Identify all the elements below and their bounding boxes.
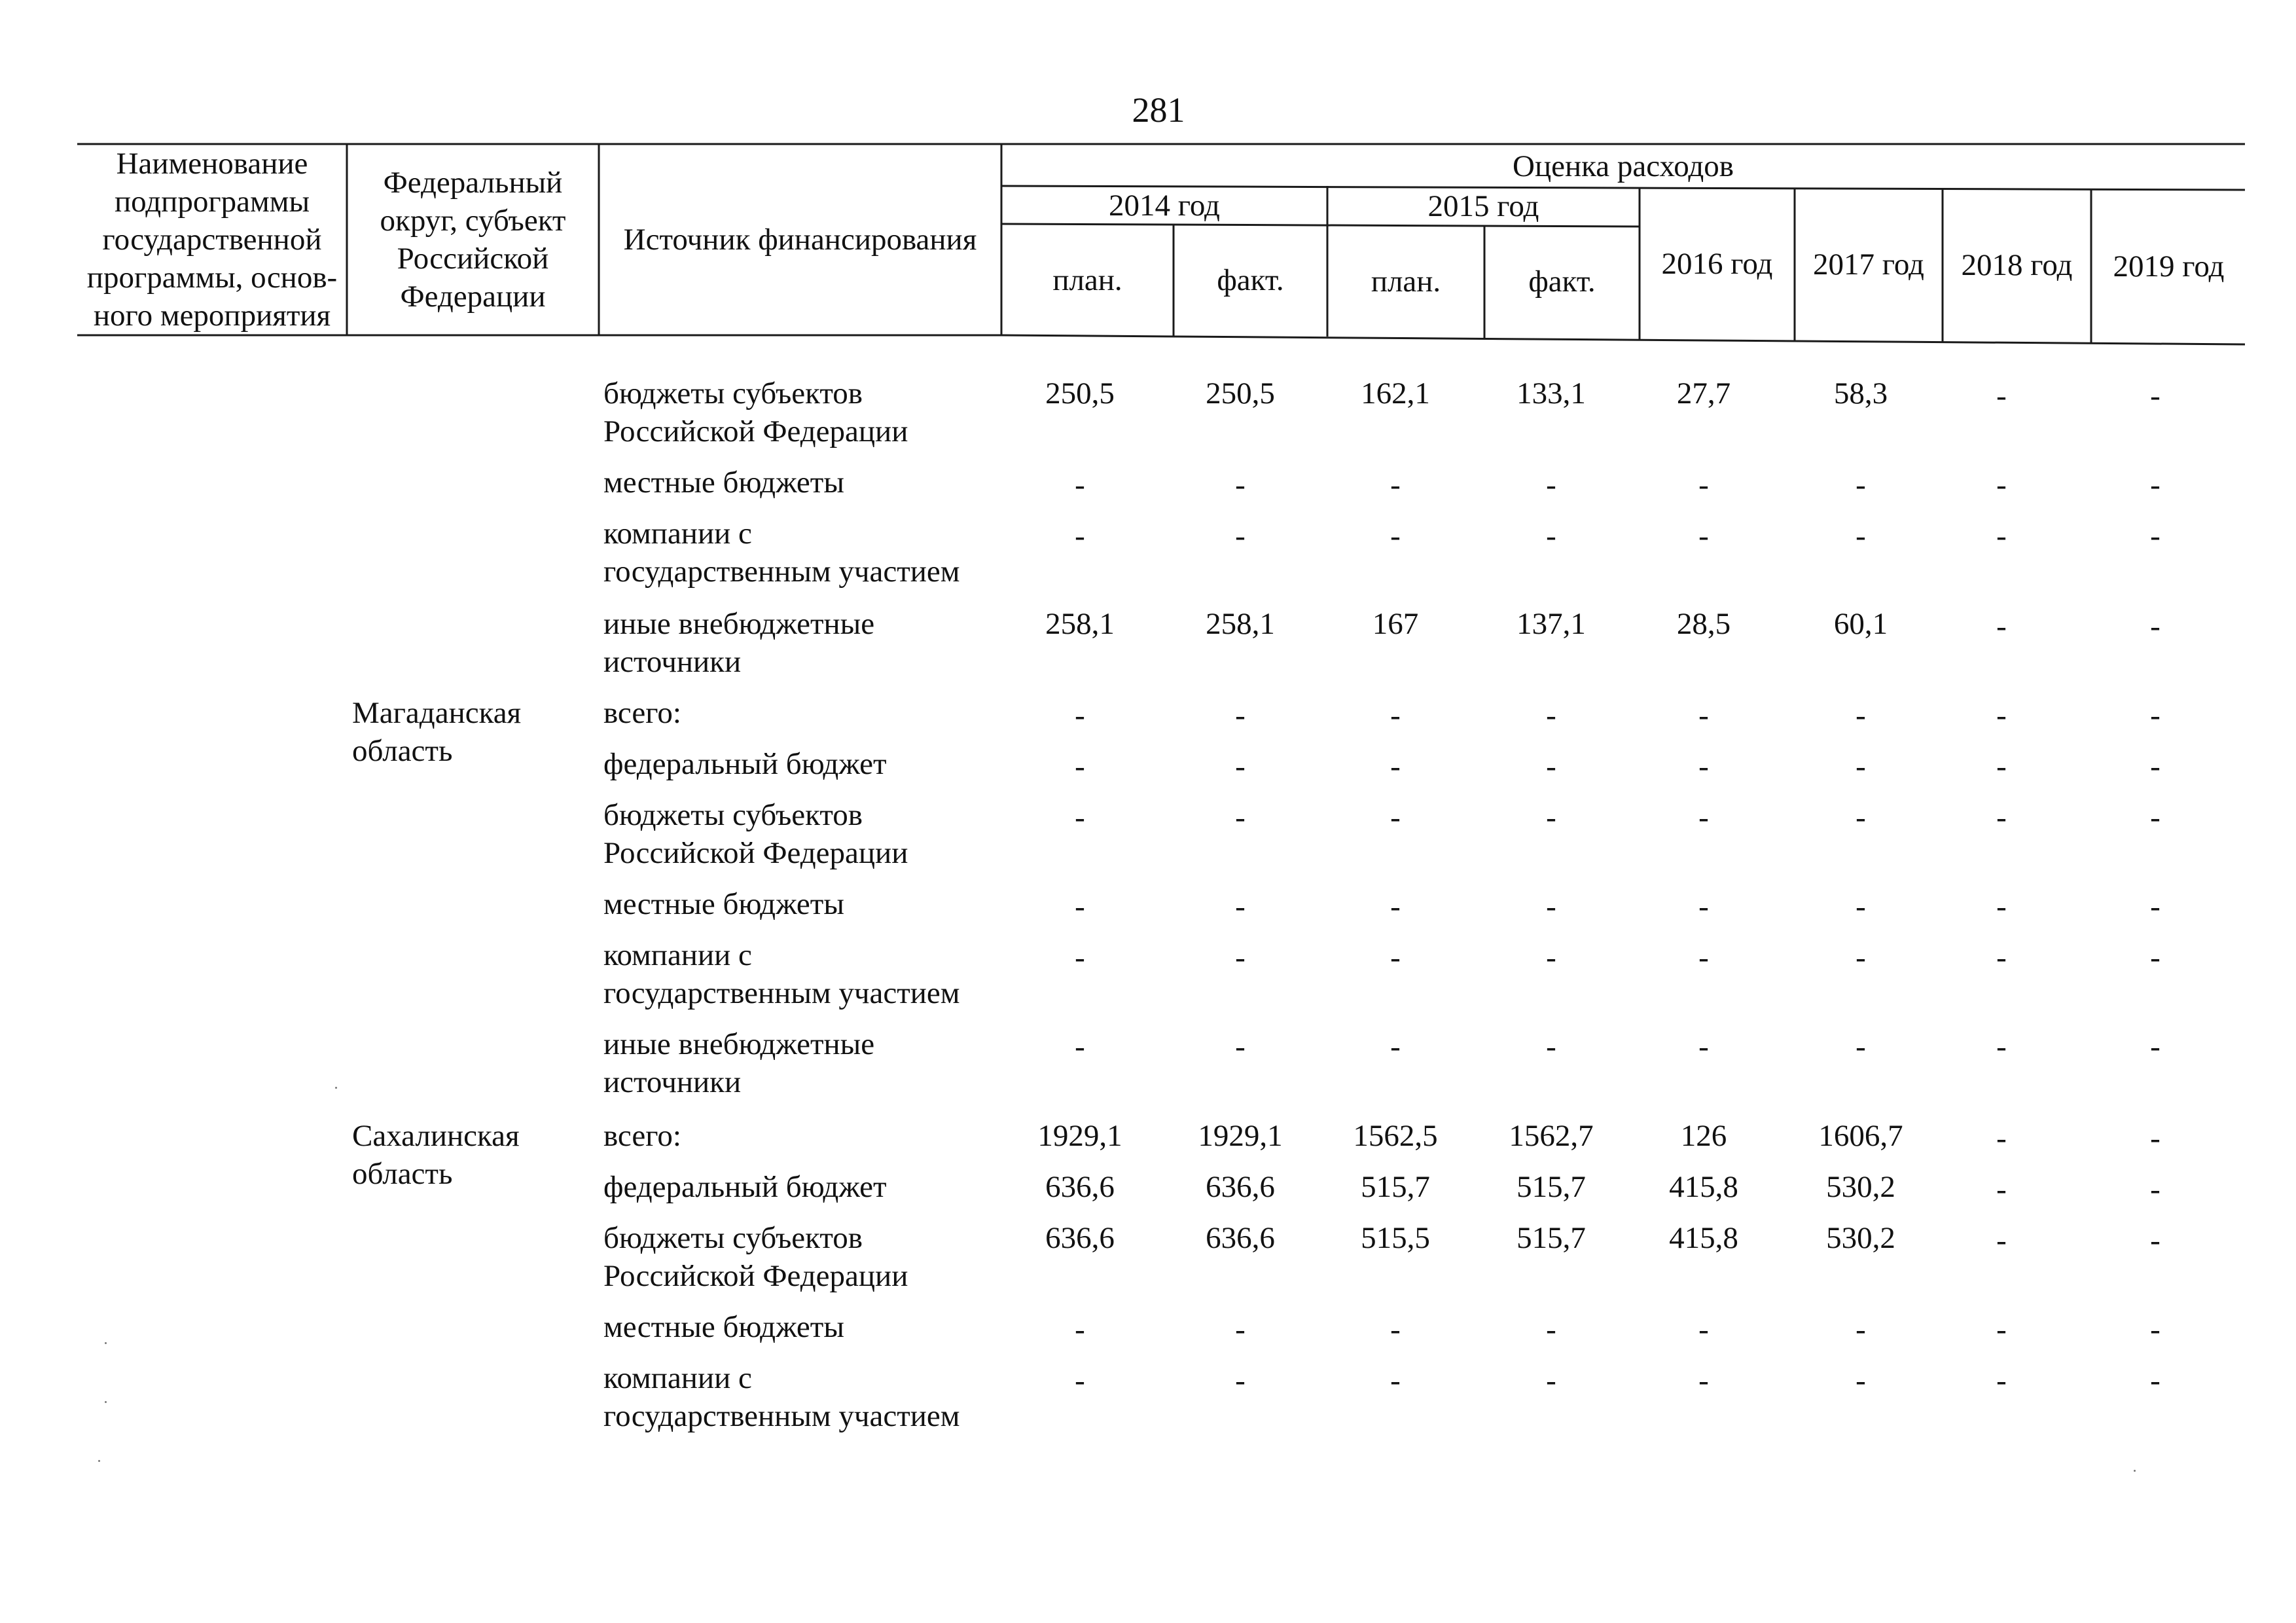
header-year-2018: 2018 год bbox=[1961, 248, 2073, 282]
value-cell: - bbox=[1856, 890, 1866, 924]
value-cell: - bbox=[1235, 468, 1246, 502]
value-cell: 515,7 bbox=[1516, 1221, 1586, 1255]
value-cell: - bbox=[1698, 1364, 1709, 1398]
value-cell: - bbox=[1075, 941, 1085, 975]
value-cell: - bbox=[1390, 699, 1401, 733]
region-name: Магаданская область bbox=[352, 696, 522, 768]
value-cell: - bbox=[1075, 699, 1085, 733]
value-cell: - bbox=[1856, 1030, 1866, 1064]
value-cell: - bbox=[1996, 890, 2007, 924]
value-cell: - bbox=[2150, 890, 2161, 924]
value-cell: - bbox=[1996, 1364, 2007, 1398]
value-cell: - bbox=[2150, 519, 2161, 553]
value-cell: - bbox=[1996, 1173, 2007, 1207]
value-cell: 133,1 bbox=[1516, 376, 1586, 410]
value-cell: - bbox=[1698, 890, 1709, 924]
header-financing-source: Источник финансирования bbox=[623, 223, 977, 257]
value-cell: - bbox=[1390, 1364, 1401, 1398]
header-region: Федеральный округ, субъект Российской Федерации bbox=[380, 166, 566, 314]
value-cell: - bbox=[1546, 750, 1556, 784]
value-cell: 415,8 bbox=[1669, 1221, 1738, 1255]
value-cell: 636,6 bbox=[1206, 1170, 1275, 1204]
value-cell: - bbox=[1996, 519, 2007, 553]
value-cell: - bbox=[1546, 1030, 1556, 1064]
header-year-2014: 2014 год bbox=[1109, 189, 1220, 223]
header-year-2017: 2017 год bbox=[1813, 247, 1924, 282]
financing-source: бюджеты субъектов Российской Федерации bbox=[603, 798, 908, 870]
value-cell: 137,1 bbox=[1516, 607, 1586, 641]
header-2014-plan: план. bbox=[1052, 263, 1122, 297]
financing-source: местные бюджеты bbox=[603, 1310, 844, 1344]
scan-speck bbox=[2134, 1470, 2136, 1472]
value-cell: 250,5 bbox=[1206, 376, 1275, 410]
value-cell: - bbox=[2150, 699, 2161, 733]
value-cell: - bbox=[2150, 610, 2161, 644]
value-cell: 515,7 bbox=[1361, 1170, 1430, 1204]
value-cell: - bbox=[2150, 468, 2161, 502]
value-cell: - bbox=[1390, 890, 1401, 924]
scan-speck bbox=[105, 1401, 107, 1403]
value-cell: 58,3 bbox=[1833, 376, 1888, 410]
header-2015-fact: факт. bbox=[1528, 264, 1596, 299]
header-year-2015: 2015 год bbox=[1427, 189, 1539, 223]
header-program-name: Наименование подпрограммы государственной программы, основ- ного мероприятия bbox=[86, 147, 338, 333]
value-cell: - bbox=[2150, 1173, 2161, 1207]
value-cell: - bbox=[1546, 890, 1556, 924]
value-cell: - bbox=[1546, 941, 1556, 975]
value-cell: 1562,5 bbox=[1353, 1119, 1438, 1153]
scan-speck bbox=[105, 1342, 107, 1344]
value-cell: - bbox=[2150, 750, 2161, 784]
value-cell: - bbox=[1856, 468, 1866, 502]
financing-source: иные внебюджетные источники bbox=[603, 607, 875, 679]
value-cell: - bbox=[1546, 519, 1556, 553]
value-cell: - bbox=[2150, 941, 2161, 975]
financing-source: федеральный бюджет bbox=[603, 1170, 887, 1204]
value-cell: - bbox=[1546, 1364, 1556, 1398]
scan-speck bbox=[335, 1087, 337, 1089]
value-cell: - bbox=[1856, 1364, 1866, 1398]
value-cell: - bbox=[1996, 699, 2007, 733]
value-cell: 258,1 bbox=[1045, 607, 1115, 641]
value-cell: - bbox=[1996, 1122, 2007, 1156]
value-cell: - bbox=[1075, 1364, 1085, 1398]
value-cell: - bbox=[1390, 941, 1401, 975]
value-cell: - bbox=[1996, 379, 2007, 413]
region-name: Сахалинская область bbox=[352, 1119, 520, 1191]
value-cell: 1929,1 bbox=[1198, 1119, 1283, 1153]
value-cell: 1929,1 bbox=[1037, 1119, 1122, 1153]
value-cell: - bbox=[2150, 1224, 2161, 1258]
financing-source: иные внебюджетные источники bbox=[603, 1027, 875, 1099]
value-cell: 636,6 bbox=[1045, 1170, 1115, 1204]
value-cell: 515,7 bbox=[1516, 1170, 1586, 1204]
value-cell: - bbox=[1390, 519, 1401, 553]
value-cell: - bbox=[2150, 379, 2161, 413]
value-cell: - bbox=[1856, 750, 1866, 784]
value-cell: - bbox=[2150, 1030, 2161, 1064]
financing-source: всего: bbox=[603, 696, 681, 730]
value-cell: - bbox=[1996, 1030, 2007, 1064]
value-cell: - bbox=[1698, 941, 1709, 975]
value-cell: - bbox=[1235, 750, 1246, 784]
value-cell: - bbox=[1075, 1030, 1085, 1064]
value-cell: - bbox=[1996, 750, 2007, 784]
value-cell: 250,5 bbox=[1045, 376, 1115, 410]
value-cell: - bbox=[1075, 750, 1085, 784]
header-expense-estimate: Оценка расходов bbox=[1513, 149, 1734, 183]
value-cell: - bbox=[2150, 801, 2161, 835]
value-cell: - bbox=[1075, 468, 1085, 502]
value-cell: - bbox=[1075, 801, 1085, 835]
financing-source: бюджеты субъектов Российской Федерации bbox=[603, 1221, 908, 1293]
value-cell: - bbox=[1235, 699, 1246, 733]
header-2015-plan: план. bbox=[1371, 264, 1441, 299]
value-cell: 530,2 bbox=[1826, 1221, 1895, 1255]
value-cell: - bbox=[1996, 1224, 2007, 1258]
value-cell: 126 bbox=[1680, 1119, 1727, 1153]
value-cell: - bbox=[1235, 1030, 1246, 1064]
value-cell: - bbox=[1546, 1313, 1556, 1347]
value-cell: 258,1 bbox=[1206, 607, 1275, 641]
value-cell: 415,8 bbox=[1669, 1170, 1738, 1204]
value-cell: - bbox=[1546, 699, 1556, 733]
value-cell: - bbox=[2150, 1122, 2161, 1156]
value-cell: - bbox=[1390, 1313, 1401, 1347]
value-cell: - bbox=[1546, 801, 1556, 835]
value-cell: - bbox=[1390, 801, 1401, 835]
value-cell: - bbox=[1996, 610, 2007, 644]
financing-source: местные бюджеты bbox=[603, 465, 844, 500]
header-year-2019: 2019 год bbox=[2113, 249, 2225, 283]
financing-source: компании с государственным участием bbox=[603, 1361, 960, 1433]
value-cell: 530,2 bbox=[1826, 1170, 1895, 1204]
value-cell: - bbox=[1698, 1030, 1709, 1064]
value-cell: - bbox=[1996, 801, 2007, 835]
value-cell: - bbox=[2150, 1313, 2161, 1347]
value-cell: - bbox=[1698, 1313, 1709, 1347]
value-cell: - bbox=[1235, 890, 1246, 924]
value-cell: - bbox=[1698, 750, 1709, 784]
header-2014-fact: факт. bbox=[1217, 263, 1284, 297]
value-cell: 636,6 bbox=[1045, 1221, 1115, 1255]
value-cell: - bbox=[1235, 1313, 1246, 1347]
value-cell: - bbox=[1546, 468, 1556, 502]
value-cell: - bbox=[1235, 941, 1246, 975]
value-cell: 515,5 bbox=[1361, 1221, 1430, 1255]
value-cell: - bbox=[1075, 1313, 1085, 1347]
value-cell: - bbox=[1698, 468, 1709, 502]
value-cell: - bbox=[1856, 519, 1866, 553]
value-cell: 162,1 bbox=[1361, 376, 1430, 410]
value-cell: - bbox=[1390, 1030, 1401, 1064]
value-cell: - bbox=[1698, 699, 1709, 733]
value-cell: - bbox=[2150, 1364, 2161, 1398]
value-cell: - bbox=[1075, 890, 1085, 924]
value-cell: - bbox=[1856, 801, 1866, 835]
scan-speck bbox=[98, 1460, 100, 1462]
financing-source: федеральный бюджет bbox=[603, 747, 887, 781]
value-cell: 27,7 bbox=[1676, 376, 1731, 410]
page-number: 281 bbox=[1132, 90, 1185, 130]
value-cell: 1606,7 bbox=[1818, 1119, 1903, 1153]
financing-source: всего: bbox=[603, 1119, 681, 1153]
value-cell: 636,6 bbox=[1206, 1221, 1275, 1255]
value-cell: - bbox=[1856, 699, 1866, 733]
value-cell: - bbox=[1996, 941, 2007, 975]
value-cell: - bbox=[1856, 941, 1866, 975]
value-cell: 1562,7 bbox=[1509, 1119, 1594, 1153]
header-year-2016: 2016 год bbox=[1661, 247, 1773, 281]
value-cell: - bbox=[1698, 519, 1709, 553]
value-cell: - bbox=[1390, 750, 1401, 784]
financing-source: бюджеты субъектов Российской Федерации bbox=[603, 376, 908, 448]
financing-source: местные бюджеты bbox=[603, 887, 844, 921]
value-cell: - bbox=[1390, 468, 1401, 502]
value-cell: - bbox=[1235, 801, 1246, 835]
value-cell: - bbox=[1075, 519, 1085, 553]
value-cell: 167 bbox=[1372, 607, 1419, 641]
financing-source: компании с государственным участием bbox=[603, 517, 960, 589]
value-cell: - bbox=[1996, 1313, 2007, 1347]
value-cell: 60,1 bbox=[1833, 607, 1888, 641]
financing-source: компании с государственным участием bbox=[603, 938, 960, 1010]
value-cell: 28,5 bbox=[1676, 607, 1731, 641]
value-cell: - bbox=[1996, 468, 2007, 502]
value-cell: - bbox=[1698, 801, 1709, 835]
value-cell: - bbox=[1856, 1313, 1866, 1347]
value-cell: - bbox=[1235, 519, 1246, 553]
value-cell: - bbox=[1235, 1364, 1246, 1398]
